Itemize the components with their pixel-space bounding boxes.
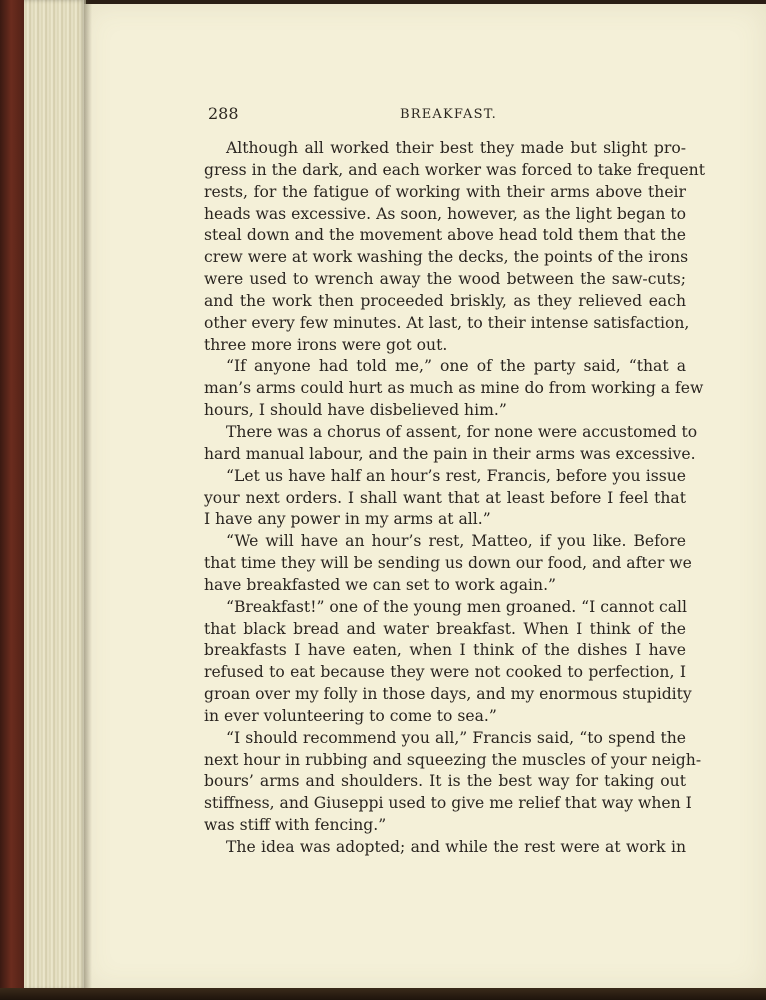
text-line: were used to wrench away the wood between the saw-cuts; xyxy=(204,270,686,289)
text-line: refused to eat because they were not cooked to perfection, I xyxy=(204,663,686,682)
gutter-shadow xyxy=(84,0,92,990)
text-line: that black bread and water breakfast. When I think of the xyxy=(204,619,686,638)
text-line: breakfasts I have eaten, when I think of the dishes I have xyxy=(204,641,686,660)
text-line: your next orders. I shall want that at least before I feel that xyxy=(204,488,686,507)
text-line: bours’ arms and shoulders. It is the best way for taking out xyxy=(204,772,686,791)
bottom-edge xyxy=(0,988,766,1000)
text-line: I have any power in my arms at all.” xyxy=(204,510,491,529)
text-line: steal down and the movement above head told them that the xyxy=(204,226,686,245)
text-line: groan over my folly in those days, and my enormous stupidity xyxy=(204,685,692,704)
text-line: have breakfasted we can set to work again.” xyxy=(204,575,557,594)
text-line: next hour in rubbing and squeezing the muscles of your neigh- xyxy=(204,750,702,769)
text-line: rests, for the fatigue of working with their arms above their xyxy=(204,182,686,201)
text-line: heads was excessive. As soon, however, as the light began to xyxy=(204,204,686,223)
text-line: hard manual labour, and the pain in their arms was excessive. xyxy=(204,444,696,463)
text-line: There was a chorus of assent, for none were accustomed to xyxy=(226,422,698,441)
text-line: other every few minutes. At last, to their intense satisfaction, xyxy=(204,313,690,332)
text-line: gress in the dark, and each worker was forced to take frequent xyxy=(204,160,705,179)
text-line: that time they will be sending us down our food, and after we xyxy=(204,554,692,573)
text-line: Although all worked their best they made but slight pro- xyxy=(226,139,686,157)
text-line: stiffness, and Giuseppi used to give me relief that way when I xyxy=(204,794,692,813)
text-line: and the work then proceeded briskly, as they relieved each xyxy=(204,291,686,310)
text-line: “Let us have half an hour’s rest, Francis, before you issue xyxy=(226,466,686,485)
page-number: 288 xyxy=(208,104,239,123)
page-header xyxy=(208,104,688,128)
text-line: man’s arms could hurt as much as mine do from working a few xyxy=(204,379,704,398)
text-line: in ever volunteering to come to sea.” xyxy=(204,706,497,725)
text-line: crew were at work washing the decks, the points of the irons xyxy=(204,248,689,267)
text-line: “We will have an hour’s rest, Matteo, if you like. Before xyxy=(226,532,686,551)
page-stack-edge xyxy=(24,0,86,990)
text-line: “Breakfast!” one of the young men groaned. “I cannot call xyxy=(226,597,687,616)
text-line: “I should recommend you all,” Francis said, “to spend the xyxy=(226,728,686,747)
body-text xyxy=(204,138,705,859)
text-line: three more irons were got out. xyxy=(204,335,448,354)
text-line: hours, I should have disbelieved him.” xyxy=(204,401,507,420)
text-line: “If anyone had told me,” one of the party said, “that a xyxy=(226,357,686,376)
text-line: was stiff with fencing.” xyxy=(204,816,387,835)
text-line: The idea was adopted; and while the rest were at work in xyxy=(226,838,686,856)
running-head: BREAKFAST. xyxy=(400,107,498,122)
